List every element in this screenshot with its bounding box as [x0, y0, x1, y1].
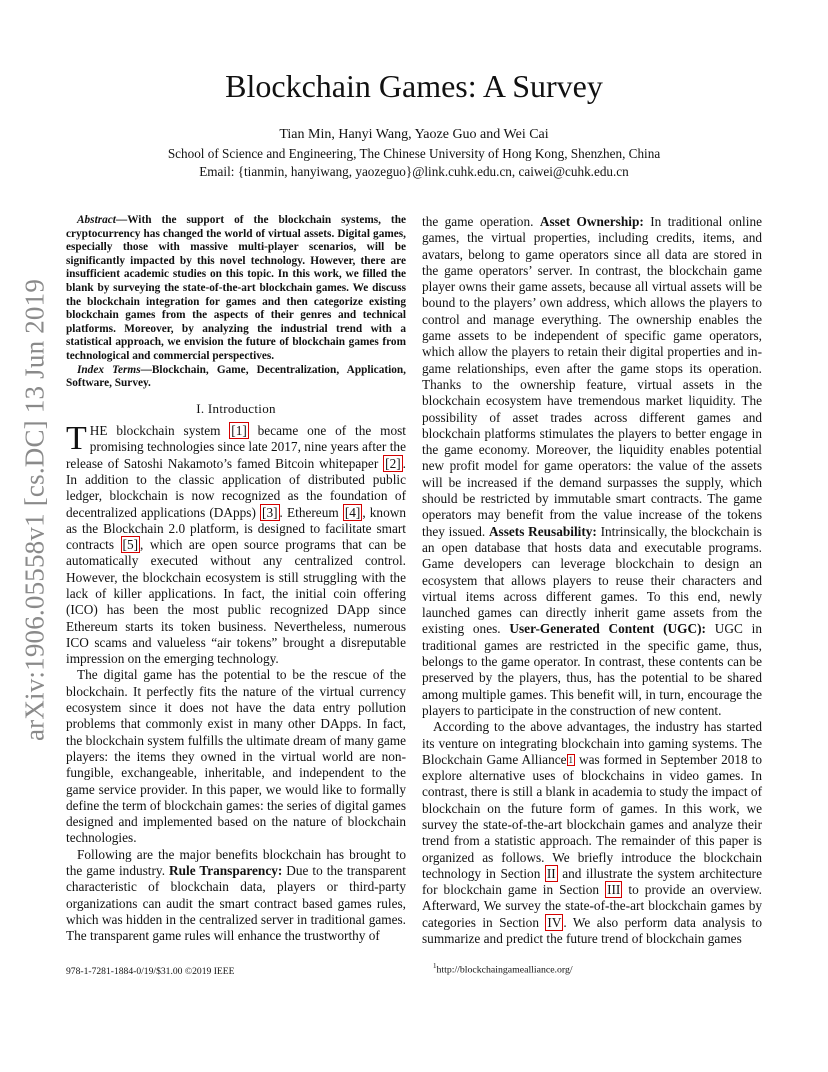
citation-link[interactable]: [2]	[385, 455, 401, 471]
text-run: and illustrate the system architecture for blockchain game in Section	[422, 865, 762, 898]
text-run: . In addition to the classic application of distributed public ledger, blockchain is now recognized as the foundation of decentralized applications (DApps)	[66, 455, 406, 520]
keyword-assets-reusability: Assets Reusability:	[488, 523, 597, 539]
citation-link[interactable]: [3]	[262, 504, 278, 520]
text-run: to provide an overview. Afterward, We survey the state-of-the-art blockchain games by categories in Section	[422, 882, 762, 930]
affiliation: School of Science and Engineering, The Chinese University of Hong Kong, Shenzhen, China	[167, 146, 661, 161]
abstract-text: —With the support of the blockchain systems, the cryptocurrency has changed the world of virtual assets. Digital games, especially those with massive multi-player scenarios, will be significantly impacted by this novel technology. However, there are insufficient academic studies on this topic. In this work, we filled the blank by surveying the state-of-the-art blockchain games. We discuss the blockchain integration for games and then categorize existing blockchain games from the aspects of their genres and technical platforms. Moreover, by analyzing the industrial trend with a statistical approach, we envision the future of blockchain games from technological and commercial perspectives.	[66, 214, 406, 362]
intro-paragraph-1	[66, 420, 407, 667]
section-link[interactable]: III	[607, 882, 621, 898]
section-link[interactable]: II	[546, 865, 556, 881]
citation-link[interactable]: [5]	[122, 537, 139, 553]
footnote-link[interactable]: 1	[568, 754, 574, 765]
copyright-isbn: 978-1-7281-1884-0/19/$31.00 ©2019 IEEE	[66, 966, 235, 977]
text-run: . We also perform data analysis to summarize and predict the future trend of blockchain games	[422, 914, 762, 947]
footnote-url[interactable]: http://blockchaingamealliance.org/	[436, 964, 573, 976]
drop-cap: T	[66, 420, 87, 458]
index-terms-text: —Blockchain, Game, Decentralization, Application, Software, Survey.	[66, 363, 406, 390]
text-run: In traditional online games, the virtual properties, including credits, items, and avatars, belong to game operators since all data are stored in the game operators’ server. In contrast, the blockchain game player owns their game assets, because all virtual assets will be bound to the players’ own address, which allows the players to control and manage everything. The ownership enables the game assets to be independent of specific game operators, which allow the players to retain their digital properties and in-game relationships, even after the game stops its operation. Thanks to the ownership feature, virtual assets in the blockchain ecosystem have tremendous market liquidity. The possibility of asset trades across different games and blockchain platforms stimulates the players to better engage in the game economy. Moreover, the liquidity enables potential new profit model for game operators: the value of the assets will be increased if the demand surpasses the supply, which should be restricted by immutable smart contracts. The game operators may benefit from the value increase of the tokens they issued.	[422, 214, 762, 539]
arxiv-id: arXiv:1906.05558v1 [cs.DC] 13 Jun 2019	[19, 278, 50, 742]
index-terms	[66, 364, 406, 391]
keyword-asset-ownership: Asset Ownership:	[539, 214, 644, 229]
citation-link[interactable]: [1]	[231, 423, 247, 439]
author-list: Tian Min, Hanyi Wang, Yaoze Guo and Wei Cai	[279, 127, 549, 142]
text-run: HE blockchain system	[89, 423, 230, 439]
text-run: UGC in traditional games are restricted in the specific game, thus, belongs to the game operator. In contrast, these contents can be preserved by the players, thus, has the potential to be shared among multiple games. This benefit will, in turn, encourage the players to participate in the construction of new content.	[422, 621, 762, 718]
footnote-mark: 1	[433, 962, 437, 970]
paper-title: Blockchain Games: A Survey	[225, 68, 603, 104]
text-run: . Ethereum	[279, 504, 343, 520]
text-run: Following are the major benefits blockchain has brought to the game industry.	[66, 846, 406, 879]
benefits-paragraph	[422, 214, 762, 719]
abstract-label: Abstract	[77, 214, 116, 226]
keyword-rule-transparency: Rule Transparency:	[169, 863, 283, 879]
text-run: the game operation.	[422, 214, 540, 229]
text-run: Intrinsically, the blockchain is an open database that hosts data and executable programs. Game developers can leverage blockchain to design an ecosystem that allows players to reuse their characters and virtual items across different games. To this end, newly launched games can directly inherit game assets from the existing ones.	[422, 523, 762, 637]
text-run: According to the above advantages, the industry has started its venture on integrating blockchain into gaming systems. The Blockchain Game Alliance	[422, 719, 762, 767]
text-run: was formed in September 2018 to explore alternative uses of blockchains in video games. In contrast, there is still a blank in academia to study the impact of blockchain on the future form of games. In this work, we survey the state-of-the-art blockchain games and analyze their trend from a statistic approach. The remainder of this paper is organized as follows. We briefly introduce the blockchain technology in Section	[422, 751, 762, 881]
footnote	[433, 962, 573, 975]
email-line: Email: {tianmin, hanyiwang, yaozeguo}@link.cuhk.edu.cn, caiwei@cuhk.edu.cn	[199, 164, 629, 179]
intro-paragraph-2: The digital game has the potential to be the rescue of the blockchain. It perfectly fits the nature of the virtual currency ecosystem since it does not have the data entry pollution problems that commonly exist in many other DApps. In fact, the blockchain system fulfills the ultimate dream of many game players: the items they owned in the virtual world are non-fungible, exchangeable, inheritable, and independent to the game service provider. In this paper, we would like to formally define the term of blockchain games: the series of digital games designed and implemented based on the nature of blockchain technologies.	[66, 667, 406, 846]
text-run: became one of the most promising technologies since late 2017, nine years after the release of Satoshi Nakamoto’s famed Bitcoin whitepaper	[66, 423, 406, 471]
index-terms-label: Index Terms	[77, 363, 141, 376]
arxiv-stamp	[12, 278, 58, 742]
outline-paragraph	[422, 719, 762, 947]
left-column	[66, 214, 406, 945]
section-link[interactable]: IV	[547, 914, 562, 930]
abstract	[66, 214, 406, 364]
intro-paragraph-3	[66, 847, 406, 945]
keyword-ugc: User-Generated Content (UGC):	[509, 621, 706, 637]
text-run: , known as the Blockchain 2.0 platform, is designed to facilitate smart contracts	[66, 504, 406, 553]
right-column	[422, 214, 762, 947]
citation-link[interactable]: [4]	[344, 504, 361, 520]
section-heading-introduction: I. Introduction	[196, 400, 276, 416]
text-run: , which are open source programs that can be automatically executed without any centralized control. However, the blockchain ecosystem is still struggling with the lack of killer applications. In fact, the initial coin offering (ICO) has been the most public recognized DApp since Ethereum starts its token business. Nevertheless, numerous ICO scams and valueless “air tokens” brought a disreputable impression on the emerging technology.	[66, 537, 407, 667]
text-run: Due to the transparent characteristic of blockchain data, players or third-party organizations can audit the smart contract based games rules, which was hidden in the centralized server in traditional games. The transparent game rules will enhance the trustworthy of	[66, 863, 406, 944]
